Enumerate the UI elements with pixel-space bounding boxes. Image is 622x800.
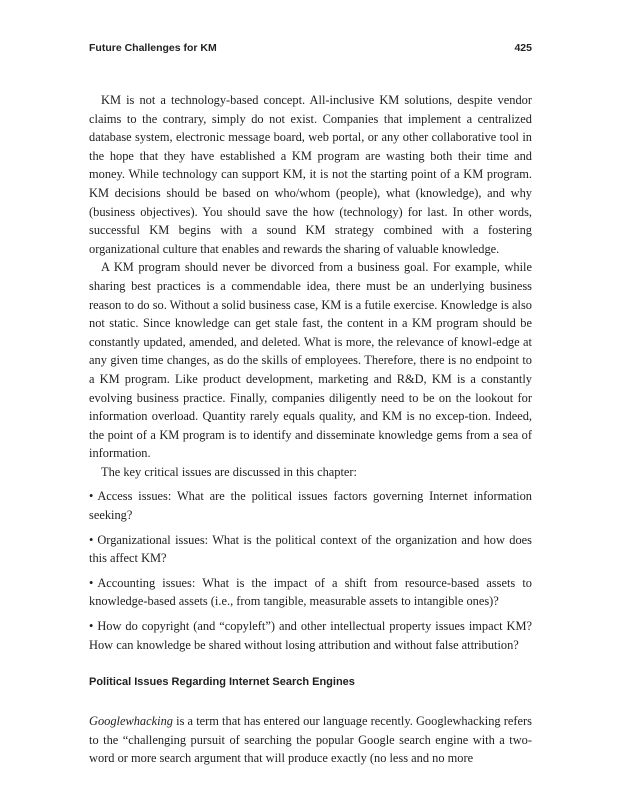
list-item-text: Organizational issues: What is the political context of the organization and how does this affect KM? xyxy=(89,532,532,566)
paragraph-business-goal: A KM program should never be divorced from a business goal. For example, while sharing best practices is a commendable idea, there must be an underlying business reason to do so. Without a solid business case, KM is a futile exercise. Knowledge is also not static. Since knowledge can get stale fast, the content in a KM program should be constantly updated, amended, and deleted. What is more, the relevance of knowl-edge at any given time changes, as do the skills of employees. Therefore, there is no endpoint to a KM program. Like product development, marketing and R&D, KM is a constantly evolving business practice. Finally, companies diligently need to be on the lookout for information overload. Quantity rarely equals quality, and KM is no excep-tion. Indeed, the point of a KM program is to identify and disseminate knowledge gems from a sea of information. xyxy=(89,260,532,461)
bullet-dot: • xyxy=(89,532,94,547)
issue-list xyxy=(89,487,532,654)
list-item xyxy=(89,531,532,568)
paragraph-key-issues-intro: The key critical issues are discussed in this chapter: xyxy=(101,464,357,479)
running-head xyxy=(89,42,532,58)
paragraph-km-concept: KM is not a technology-based concept. All-inclusive KM solutions, despite vendor claims to the contrary, simply do not exist. Companies that implement a centralized database system, electronic message board, web portal, or any other collaborative tool in the hope that they have established a KM program are wasting both their time and money. While technology can support KM, it is not the starting point of a KM program. KM decisions should be based on who/whom (people), what (knowledge), and why (business objectives). You should save the how (technology) for last. In other words, successful KM begins with a sound KM strategy combined with a fostering organizational culture that enables and rewards the sharing of valuable knowledge. xyxy=(89,93,532,256)
list-item-text: Accounting issues: What is the impact of a shift from resource-based assets to knowledge-based assets (i.e., from tangible, measurable assets to intangible ones)? xyxy=(89,575,532,609)
body-text xyxy=(89,91,532,768)
paragraph-googlewhacking-text: is a term that has entered our language recently. Googlewhacking refers to the “challenging pursuit of searching the popular Google search engine with a two-word or more search argument that will produce exactly (no less and no more xyxy=(89,714,532,766)
bullet-dot: • xyxy=(89,489,94,504)
bullet-dot: • xyxy=(89,619,94,634)
bullet-dot: • xyxy=(89,575,94,590)
list-item xyxy=(89,487,532,524)
list-item xyxy=(89,617,532,654)
running-title: Future Challenges for KM xyxy=(89,42,217,54)
section-heading: Political Issues Regarding Internet Search Engines xyxy=(89,676,355,689)
term-googlewhacking: Googlewhacking xyxy=(89,714,173,729)
list-item-text: How do copyright (and “copyleft”) and other intellectual property issues impact KM? How can knowledge be shared without losing attribution and without false attribution? xyxy=(89,619,532,652)
list-item-text: Access issues: What are the political issues factors governing Internet information seeking? xyxy=(89,489,532,523)
list-item xyxy=(89,574,532,611)
paragraph-googlewhacking xyxy=(89,712,532,768)
page-number: 425 xyxy=(514,42,532,54)
